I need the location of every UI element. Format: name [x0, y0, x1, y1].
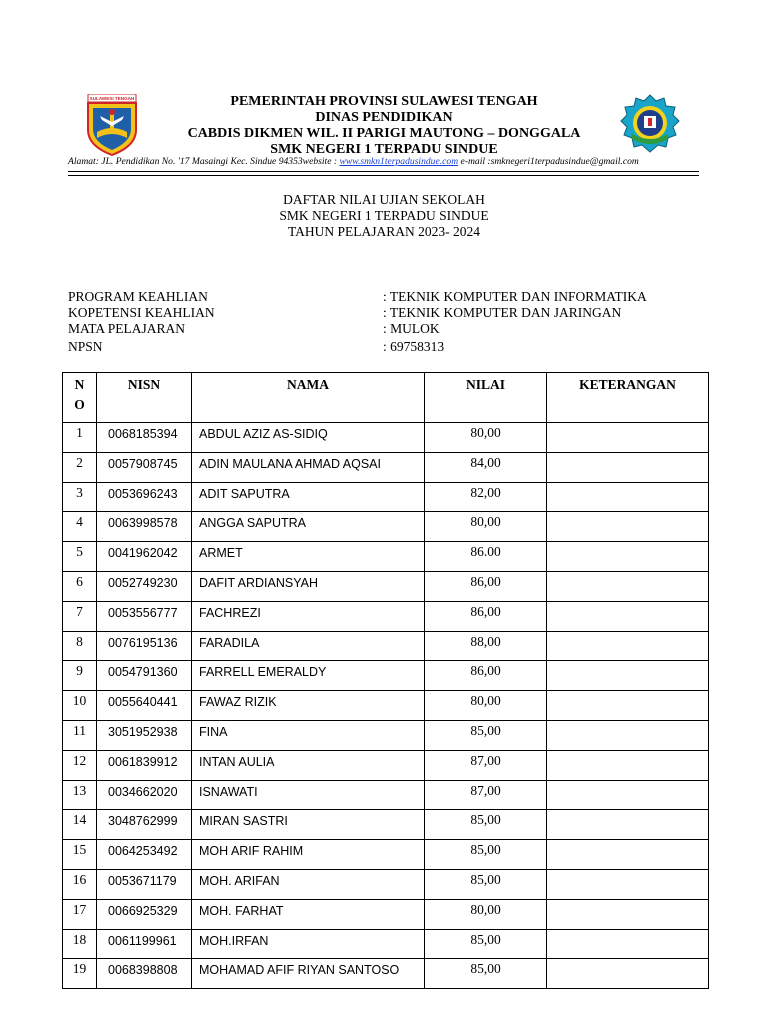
cell-nama: MOH.IRFAN [192, 929, 425, 959]
cell-nilai: 85,00 [425, 959, 547, 989]
cell-keterangan [547, 840, 709, 870]
cell-nisn: 0053556777 [97, 601, 192, 631]
cell-no: 8 [63, 631, 97, 661]
cell-nilai: 87,00 [425, 750, 547, 780]
cell-nama: FAWAZ RIZIK [192, 691, 425, 721]
cell-nama: FINA [192, 720, 425, 750]
table-row [63, 571, 709, 601]
table-row [63, 423, 709, 453]
cell-nilai: 86.00 [425, 542, 547, 572]
table-row [63, 750, 709, 780]
cell-nisn: 0068185394 [97, 423, 192, 453]
cell-nisn: 0064253492 [97, 840, 192, 870]
cell-nama: ARMET [192, 542, 425, 572]
cell-no: 9 [63, 661, 97, 691]
table-row [63, 482, 709, 512]
info-label-program: PROGRAM KEAHLIAN [68, 289, 208, 304]
cell-nisn: 0055640441 [97, 691, 192, 721]
cell-nama: FARRELL EMERALDY [192, 661, 425, 691]
cell-no: 11 [63, 720, 97, 750]
cell-nilai: 87,00 [425, 780, 547, 810]
cell-nilai: 86,00 [425, 601, 547, 631]
info-value-mapel: : MULOK [383, 321, 440, 336]
cell-nama: FACHREZI [192, 601, 425, 631]
cell-nama: MOH. ARIFAN [192, 869, 425, 899]
info-value-program: : TEKNIK KOMPUTER DAN INFORMATIKA [383, 289, 647, 304]
info-value-kompetensi: : TEKNIK KOMPUTER DAN JARINGAN [383, 305, 622, 320]
document-title-line-3: TAHUN PELAJARAN 2023- 2024 [287, 224, 481, 239]
table-row [63, 691, 709, 721]
address-suffix: e-mail :smknegeri1terpadusindue@gmail.com [458, 156, 639, 167]
cell-keterangan [547, 691, 709, 721]
cell-nisn: 0061199961 [97, 929, 192, 959]
cell-nama: ADIN MAULANA AHMAD AQSAI [192, 452, 425, 482]
info-label-npsn: NPSN [68, 339, 103, 354]
document-title-line-1: DAFTAR NILAI UJIAN SEKOLAH [283, 192, 485, 207]
table-header-row [63, 373, 709, 423]
cell-nisn: 0057908745 [97, 452, 192, 482]
cell-no: 18 [63, 929, 97, 959]
cell-nama: ADIT SAPUTRA [192, 482, 425, 512]
cell-nilai: 85,00 [425, 810, 547, 840]
cell-nama: FARADILA [192, 631, 425, 661]
cell-nilai: 80,00 [425, 899, 547, 929]
cell-nisn: 0066925329 [97, 899, 192, 929]
cell-nisn: 0076195136 [97, 631, 192, 661]
cell-no: 7 [63, 601, 97, 631]
cell-nama: MOH ARIF RAHIM [192, 840, 425, 870]
cell-nilai: 85,00 [425, 869, 547, 899]
cell-nama: ANGGA SAPUTRA [192, 512, 425, 542]
cell-keterangan [547, 869, 709, 899]
cell-no: 10 [63, 691, 97, 721]
cell-keterangan [547, 542, 709, 572]
cell-no: 15 [63, 840, 97, 870]
document-title-line-2: SMK NEGERI 1 TERPADU SINDUE [279, 208, 489, 223]
header-no-line1: N [74, 377, 85, 392]
table-row [63, 780, 709, 810]
cell-keterangan [547, 780, 709, 810]
cell-no: 6 [63, 571, 97, 601]
cell-nilai: 85,00 [425, 929, 547, 959]
cell-nisn: 0061839912 [97, 750, 192, 780]
letterhead-line-3: CABDIS DIKMEN WIL. II PARIGI MAUTONG – DONGGALA [187, 126, 581, 141]
cell-no: 13 [63, 780, 97, 810]
cell-nisn: 0063998578 [97, 512, 192, 542]
address-prefix: Alamat: JL. Pendidikan No. '17 Masaingi Kec. Sindue 94353website : [68, 156, 340, 167]
letterhead-line-1: PEMERINTAH PROVINSI SULAWESI TENGAH [230, 94, 538, 109]
table-row [63, 631, 709, 661]
header-no [63, 373, 97, 423]
letterhead-line-2: DINAS PENDIDIKAN [315, 110, 453, 125]
cell-nisn: 0053696243 [97, 482, 192, 512]
table-row [63, 929, 709, 959]
cell-keterangan [547, 661, 709, 691]
table-row [63, 452, 709, 482]
cell-keterangan [547, 571, 709, 601]
cell-nisn: 0034662020 [97, 780, 192, 810]
table-row [63, 959, 709, 989]
cell-keterangan [547, 423, 709, 453]
cell-no: 4 [63, 512, 97, 542]
cell-no: 1 [63, 423, 97, 453]
cell-nama: MOHAMAD AFIF RIYAN SANTOSO [192, 959, 425, 989]
header-nilai: NILAI [425, 373, 547, 423]
cell-nama: ISNAWATI [192, 780, 425, 810]
cell-nisn: 0054791360 [97, 661, 192, 691]
cell-nilai: 86,00 [425, 571, 547, 601]
cell-nisn: 3051952938 [97, 720, 192, 750]
cell-keterangan [547, 720, 709, 750]
cell-keterangan [547, 810, 709, 840]
cell-nilai: 88,00 [425, 631, 547, 661]
cell-nisn: 0068398808 [97, 959, 192, 989]
website-link[interactable]: www.smkn1terpadusindue.com [339, 156, 459, 167]
cell-nisn: 0052749230 [97, 571, 192, 601]
cell-no: 12 [63, 750, 97, 780]
cell-nama: MOH. FARHAT [192, 899, 425, 929]
cell-nama: ABDUL AZIZ AS-SIDIQ [192, 423, 425, 453]
letterhead-rule-thick [68, 171, 699, 172]
cell-no: 17 [63, 899, 97, 929]
cell-keterangan [547, 750, 709, 780]
cell-keterangan [547, 899, 709, 929]
cell-nilai: 80,00 [425, 423, 547, 453]
cell-nilai: 86,00 [425, 661, 547, 691]
table-row [63, 810, 709, 840]
cell-no: 19 [63, 959, 97, 989]
cell-nama: MIRAN SASTRI [192, 810, 425, 840]
grades-body [63, 423, 709, 989]
cell-nama: INTAN AULIA [192, 750, 425, 780]
info-label-kompetensi: KOPETENSI KEAHLIAN [68, 305, 215, 320]
info-value-npsn: : 69758313 [383, 339, 445, 354]
cell-keterangan [547, 482, 709, 512]
cell-no: 14 [63, 810, 97, 840]
cell-keterangan [547, 631, 709, 661]
cell-nama: DAFIT ARDIANSYAH [192, 571, 425, 601]
table-row [63, 899, 709, 929]
letterhead-address [68, 156, 639, 168]
table-row [63, 840, 709, 870]
header-keterangan: KETERANGAN [547, 373, 709, 423]
table-row [63, 542, 709, 572]
cell-nilai: 80,00 [425, 512, 547, 542]
cell-nisn: 0053671179 [97, 869, 192, 899]
cell-nilai: 80,00 [425, 691, 547, 721]
table-row [63, 601, 709, 631]
logo-left-caption: SULAWESI TENGAH [89, 96, 135, 102]
cell-no: 2 [63, 452, 97, 482]
grades-table [62, 372, 709, 989]
table-row [63, 661, 709, 691]
cell-keterangan [547, 601, 709, 631]
cell-no: 5 [63, 542, 97, 572]
cell-nilai: 82,00 [425, 482, 547, 512]
header-nisn: NISN [97, 373, 192, 423]
table-row [63, 869, 709, 899]
cell-nilai: 85,00 [425, 720, 547, 750]
cell-nilai: 84,00 [425, 452, 547, 482]
letterhead-line-4: SMK NEGERI 1 TERPADU SINDUE [270, 142, 498, 157]
table-row [63, 720, 709, 750]
cell-no: 16 [63, 869, 97, 899]
cell-keterangan [547, 452, 709, 482]
cell-nilai: 85,00 [425, 840, 547, 870]
header-nama: NAMA [192, 373, 425, 423]
cell-keterangan [547, 929, 709, 959]
table-row [63, 512, 709, 542]
cell-keterangan [547, 959, 709, 989]
letterhead-rule-thin [68, 175, 699, 176]
cell-nisn: 3048762999 [97, 810, 192, 840]
cell-no: 3 [63, 482, 97, 512]
info-label-mapel: MATA PELAJARAN [68, 321, 186, 336]
header-no-line2: O [74, 397, 85, 412]
cell-nisn: 0041962042 [97, 542, 192, 572]
cell-keterangan [547, 512, 709, 542]
